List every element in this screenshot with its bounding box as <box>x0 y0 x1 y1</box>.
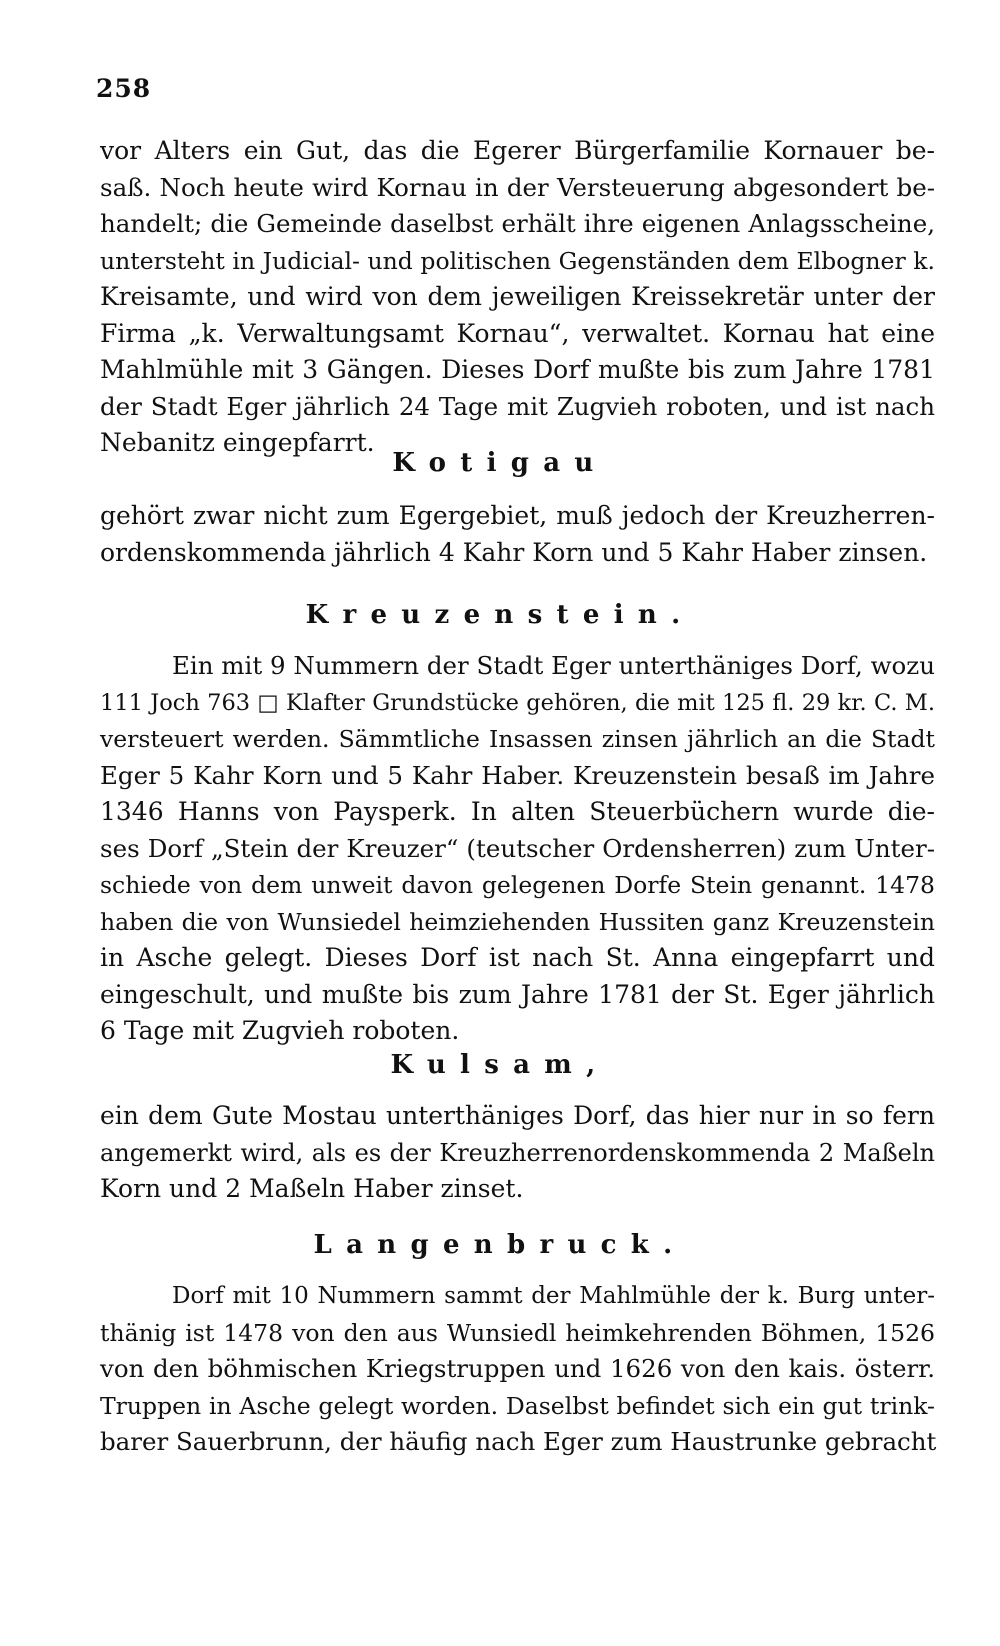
text-line: Dorf mit 10 Nummern sammt der Mahlmühle der k. Burg unter- <box>172 1283 935 1309</box>
text-line: ses Dorf „Stein der Kreuzer“ (teutscher Ordensherren) zum Unter- <box>100 833 935 863</box>
text-line: Kreisamte, und wird von dem jeweiligen Kreissekretär unter der <box>100 282 935 311</box>
langenbruck-paragraph <box>100 1278 935 1461</box>
text-line: Mahlmühle mit 3 Gängen. Dieses Dorf mußte bis zum Jahre 1781 <box>100 355 935 384</box>
kreuzenstein-paragraph <box>100 648 935 1050</box>
text-line: schiede von dem unweit davon gelegenen Dorfe Stein genannt. 1478 <box>100 871 935 899</box>
kornau-paragraph <box>100 133 935 462</box>
text-line: der Stadt Eger jährlich 24 Tage mit Zugvieh roboten, und ist nach <box>100 391 935 421</box>
text-line: gehört zwar nicht zum Egergebiet, muß jedoch der Kreuzherren- <box>100 501 935 530</box>
text-line: Ein mit 9 Nummern der Stadt Eger unterthäniges Dorf, wozu <box>172 651 935 680</box>
heading-kreuzenstein: Kreuzenstein. <box>305 600 695 630</box>
text-line: haben die von Wunsiedel heimziehenden Hussiten ganz Kreuzenstein <box>100 907 935 936</box>
text-line: in Asche gelegt. Dieses Dorf ist nach St. Anna eingepfarrt und <box>100 943 935 972</box>
text-line: versteuert werden. Sämmtliche Insassen zinsen jährlich an die Stadt <box>100 725 935 753</box>
kotigau-paragraph <box>100 498 935 571</box>
text-line: ordenskommenda jährlich 4 Kahr Korn und 5 Kahr Haber zinsen. <box>100 537 928 567</box>
heading-langenbruck: Langenbruck. <box>313 1230 687 1260</box>
text-line: vor Alters ein Gut, das die Egerer Bürgerfamilie Kornauer be- <box>100 136 935 165</box>
text-line: von den böhmischen Kriegstruppen und 1626 von den kais. österr. <box>100 1354 935 1383</box>
heading-kulsam: Kulsam, <box>390 1050 610 1080</box>
text-line: ein dem Gute Mostau unterthäniges Dorf, das hier nur in so fern <box>100 1101 935 1130</box>
text-line: Korn und 2 Maßeln Haber zinset. <box>100 1174 524 1203</box>
kulsam-paragraph <box>100 1098 935 1208</box>
text-line: barer Sauerbrunn, der häufig nach Eger zum Haustrunke gebracht <box>100 1427 937 1456</box>
text-line: handelt; die Gemeinde daselbst erhält ihre eigenen Anlagsscheine, <box>100 209 935 238</box>
heading-kotigau: Kotigau <box>392 448 608 478</box>
text-line: untersteht in Judicial- und politischen Gegenständen dem Elbogner k. <box>100 246 935 275</box>
text-line: Eger 5 Kahr Korn und 5 Kahr Haber. Kreuzenstein besaß im Jahre <box>100 760 935 790</box>
text-line: saß. Noch heute wird Kornau in der Versteuerung abgesondert be- <box>100 172 935 202</box>
text-line: eingeschult, und mußte bis zum Jahre 1781 der St. Eger jährlich <box>100 979 935 1009</box>
text-line: Firma „k. Verwaltungsamt Kornau“, verwaltet. Kornau hat eine <box>100 318 935 348</box>
text-line: angemerkt wird, als es der Kreuzherrenordenskommenda 2 Maßeln <box>100 1138 935 1167</box>
text-line: 6 Tage mit Zugvieh roboten. <box>100 1016 460 1045</box>
text-line: Nebanitz eingepfarrt. <box>100 428 375 457</box>
text-line: 1346 Hanns von Paysperk. In alten Steuerbüchern wurde die- <box>100 797 935 826</box>
text-line: Truppen in Asche gelegt worden. Daselbst befindet sich ein gut trink- <box>100 1391 935 1420</box>
text-line: 111 Joch 763 □ Klafter Grundstücke gehören, die mit 125 fl. 29 kr. C. M. <box>100 689 935 716</box>
text-line: thänig ist 1478 von den aus Wunsiedl heimkehrenden Böhmen, 1526 <box>100 1318 935 1347</box>
page-number: 258 <box>96 74 152 103</box>
